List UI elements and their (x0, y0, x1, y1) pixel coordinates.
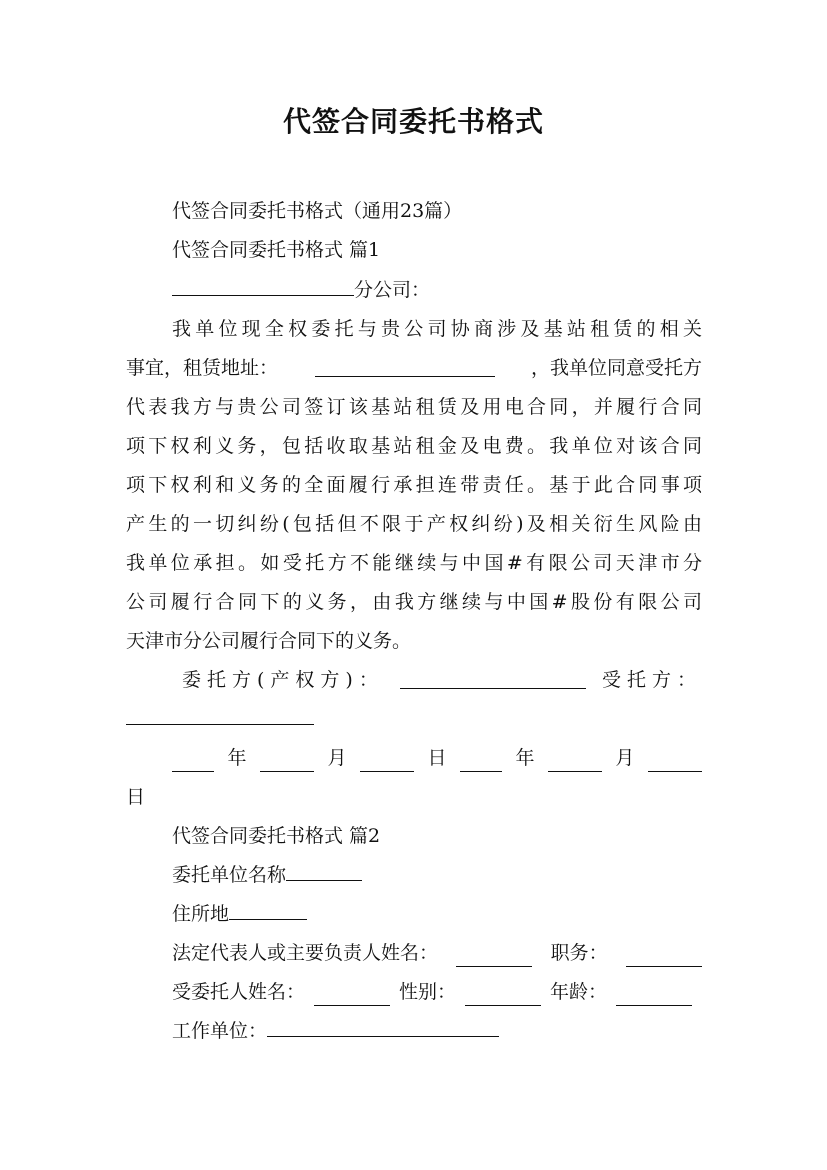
signature-line (182, 666, 702, 694)
body-line-6: 产生的一切纠纷(包括但不限于产权纠纷)及相关衍生风险由 (126, 513, 702, 535)
legal-rep-blank[interactable] (456, 948, 532, 967)
work-unit-blank[interactable] (267, 1018, 499, 1037)
addressee-label: 分公司： (354, 279, 431, 301)
year-blank-2[interactable] (460, 753, 502, 772)
intro-line: 代签合同委托书格式（通用23篇） (172, 200, 463, 222)
body-line-7: 我单位承担。如受托方不能继续与中国#有限公司天津市分 (126, 552, 702, 574)
work-unit-line (172, 1017, 499, 1045)
lease-address-blank[interactable] (315, 358, 495, 377)
consent-text: ，我单位同意受托方 (530, 357, 702, 379)
date-line (172, 744, 702, 772)
day-label-1: 日 (427, 747, 447, 769)
day-blank-1[interactable] (360, 753, 414, 772)
unit-name-line (172, 861, 362, 889)
body-line-8: 公司履行合同下的义务，由我方继续与中国#股份有限公司 (126, 591, 702, 613)
section1-heading: 代签合同委托书格式 篇1 (172, 239, 381, 261)
agent-label: 受托方： (601, 669, 702, 691)
addressee-line (172, 276, 430, 304)
agent-info-line (172, 978, 692, 1006)
principal-blank[interactable] (400, 670, 586, 689)
body-line-1: 我单位现全权委托与贵公司协商涉及基站租赁的相关 (172, 318, 702, 340)
document-title: 代签合同委托书格式 (282, 105, 544, 138)
agent-name-label: 受委托人姓名： (172, 981, 306, 1003)
body-line-4: 项下权利义务，包括收取基站租金及电费。我单位对该合同 (126, 435, 702, 457)
body-line-9: 天津市分公司履行合同下的义务。 (126, 630, 412, 652)
month-blank-1[interactable] (260, 753, 314, 772)
body-line-5: 项下权利和义务的全面履行承担连带责任。基于此合同事项 (126, 474, 702, 496)
blank-field[interactable] (172, 277, 354, 296)
day-label-2: 日 (126, 786, 146, 808)
position-label: 职务： (550, 942, 608, 964)
gender-label: 性别： (398, 981, 456, 1003)
year-label-1: 年 (227, 747, 247, 769)
work-unit-label: 工作单位： (172, 1020, 268, 1042)
year-label-2: 年 (515, 747, 535, 769)
unit-name-label: 委托单位名称 (172, 864, 287, 886)
month-label-1: 月 (327, 747, 347, 769)
section2-heading: 代签合同委托书格式 篇2 (172, 825, 381, 847)
legal-rep-line (172, 939, 702, 967)
month-blank-2[interactable] (548, 753, 602, 772)
residence-label: 住所地 (172, 903, 230, 925)
agent-blank-line (126, 705, 314, 733)
gender-blank[interactable] (465, 987, 541, 1006)
agent-name-blank[interactable] (314, 987, 390, 1006)
principal-label: 委托方(产权方)： (182, 669, 384, 691)
residence-blank[interactable] (229, 901, 307, 920)
unit-name-blank[interactable] (286, 862, 362, 881)
agent-blank[interactable] (126, 706, 314, 725)
body-line-3: 代表我方与贵公司签订该基站租赁及用电合同，并履行合同 (126, 396, 702, 418)
body-line-2 (126, 354, 702, 382)
age-blank[interactable] (616, 987, 692, 1006)
age-label: 年龄： (549, 981, 607, 1003)
residence-line (172, 900, 307, 928)
lease-address-label: 事宜，租赁地址： (126, 357, 279, 379)
month-label-2: 月 (615, 747, 635, 769)
legal-rep-label: 法定代表人或主要负责人姓名： (172, 942, 439, 964)
year-blank-1[interactable] (172, 753, 214, 772)
day-blank-2[interactable] (648, 753, 702, 772)
position-blank[interactable] (626, 948, 702, 967)
